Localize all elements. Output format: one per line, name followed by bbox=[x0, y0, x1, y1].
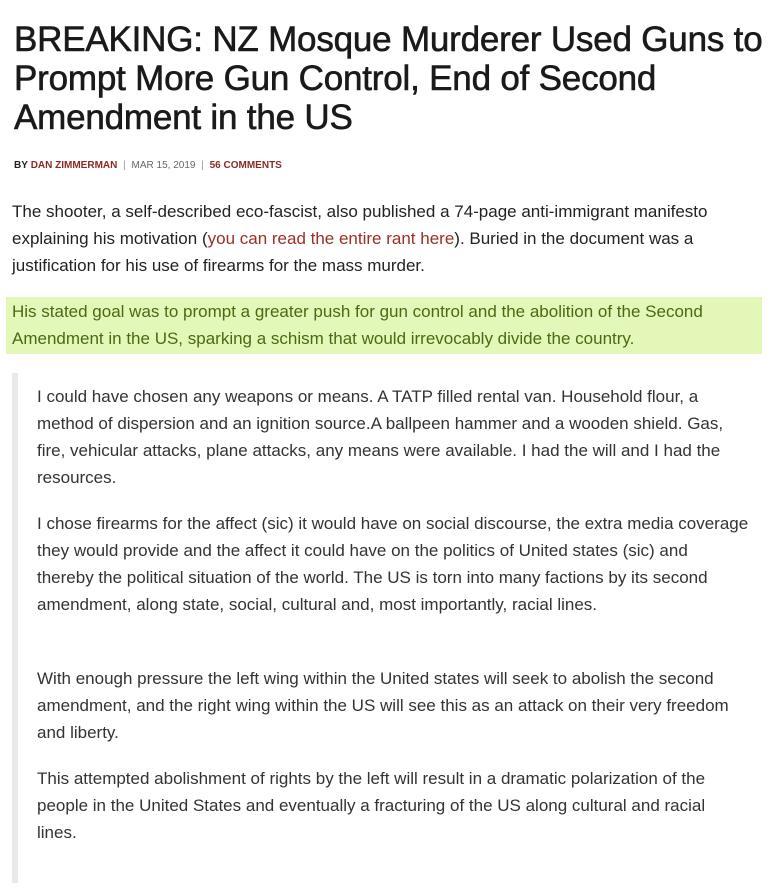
comments-link[interactable]: 56 COMMENTS bbox=[209, 160, 282, 171]
publish-date: MAR 15, 2019 bbox=[131, 160, 196, 171]
byline-separator: | bbox=[123, 160, 126, 171]
author-link[interactable]: DAN ZIMMERMAN bbox=[30, 160, 118, 171]
intro-paragraph bbox=[12, 198, 762, 279]
manifesto-blockquote bbox=[12, 373, 764, 883]
manifesto-link[interactable]: you can read the entire rant here bbox=[207, 229, 455, 248]
intro-text-after: ). Buried in the document was a justification for his use of firearms for the mass murder. bbox=[12, 229, 694, 275]
highlighted-paragraph: His stated goal was to prompt a greater push for gun control and the abolition of the Second Amendment in the US, sparking a schism that would irrevocably divide the country. bbox=[6, 297, 762, 354]
quote-paragraph: I chose firearms for the affect (sic) it would have on social discourse, the extra media coverage they would provide and the affect it could have on the politics of United states (sic) and thereby the political situation of the world. The US is torn into many factions by its second amendment, along state, social, cultural and, most importantly, racial lines. bbox=[37, 514, 749, 614]
byline-separator-2: | bbox=[201, 160, 204, 171]
byline bbox=[14, 159, 282, 172]
byline-by: BY bbox=[14, 160, 28, 171]
quote-paragraph: With enough pressure the left wing within the United states will seek to abolish the second amendment, and the right wing within the US will see this as an attack on their very freedom and liberty. bbox=[37, 669, 729, 742]
article-headline: BREAKING: NZ Mosque Murderer Used Guns to Prompt More Gun Control, End of Second Amendment in the US bbox=[14, 20, 763, 137]
quote-paragraph: This attempted abolishment of rights by the left will result in a dramatic polarization of the people in the United States and eventually a fracturing of the US along cultural and racial lines. bbox=[37, 769, 706, 842]
intro-text-before: The shooter, a self-described eco-fascist, also published a 74-page anti-immigrant manifesto explaining his motivation ( bbox=[12, 202, 708, 248]
quote-paragraph: I could have chosen any weapons or means. A TATP filled rental van. Household flour, a method of dispersion and an ignition source.A ballpeen hammer and a wooden shield. Gas, fire, vehicular attacks, plane attacks, any means were available. I had the will and I had the resources. bbox=[37, 387, 724, 487]
